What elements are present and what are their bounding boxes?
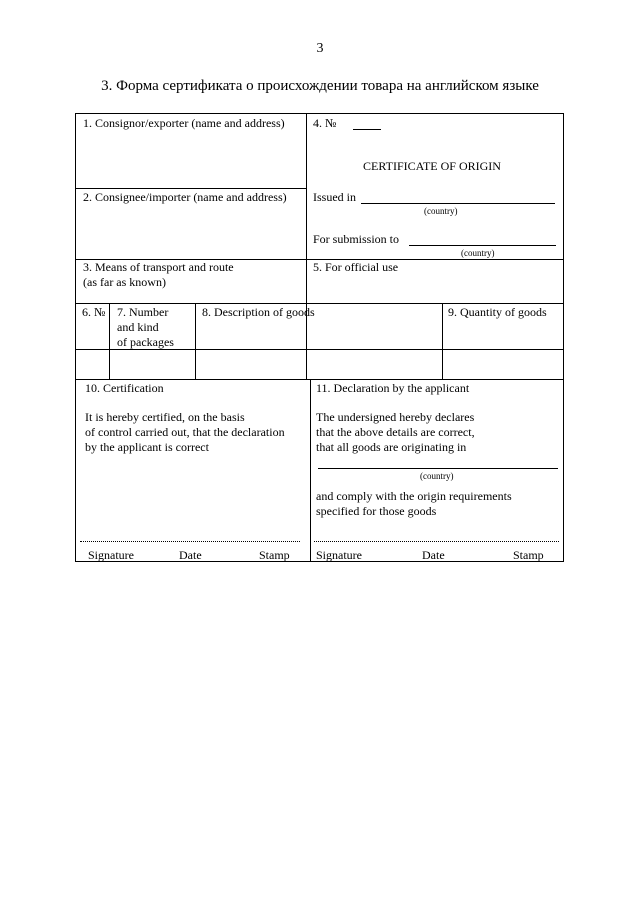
divider-col6 — [109, 303, 110, 380]
box11-stamp-label: Stamp — [513, 548, 544, 562]
page-number: 3 — [316, 41, 324, 56]
divider-col7 — [195, 303, 196, 380]
divider-bottom-vertical — [310, 379, 311, 562]
divider-goods-bottom — [76, 379, 563, 380]
box11-origin-country-field[interactable] — [318, 468, 558, 469]
box11-signature-line[interactable] — [314, 541, 559, 542]
submission-country-caption: (country) — [461, 248, 495, 258]
box5-official-use-label: 5. For official use — [313, 260, 399, 274]
box10-certification-label: 10. Certification — [85, 381, 164, 395]
box11-compliance-text: and comply with the origin requirements specified for those goods — [316, 489, 512, 518]
issued-in-country-field[interactable] — [361, 203, 555, 204]
box7-packages-label: 7. Number and kind of packages — [117, 305, 174, 349]
submission-country-field[interactable] — [409, 245, 556, 246]
box10-certification-text: It is hereby certified, on the basis of control carried out, that the declaration by the applicant is correct — [85, 410, 285, 454]
box6-item-number-label: 6. № — [82, 305, 106, 319]
divider-box1-box2 — [76, 188, 307, 189]
box11-country-caption: (country) — [420, 471, 454, 481]
divider-box3-goods — [76, 303, 563, 304]
box4-number-field[interactable] — [353, 129, 381, 130]
box11-date-label: Date — [422, 548, 445, 562]
divider-col8 — [442, 303, 443, 380]
issued-in-label: Issued in — [313, 190, 356, 204]
box4-number-label: 4. № — [313, 116, 337, 130]
box10-signature-label: Signature — [88, 548, 134, 562]
box10-stamp-label: Stamp — [259, 548, 290, 562]
certificate-form — [75, 113, 564, 562]
box1-consignor-label: 1. Consignor/exporter (name and address) — [83, 116, 285, 130]
issued-in-country-caption: (country) — [424, 206, 458, 216]
certificate-title: CERTIFICATE OF ORIGIN — [363, 159, 501, 173]
box2-consignee-label: 2. Consignee/importer (name and address) — [83, 190, 287, 204]
box8-description-label: 8. Description of goods — [202, 305, 315, 319]
box11-signature-label: Signature — [316, 548, 362, 562]
divider-top-vertical — [306, 114, 307, 379]
box9-quantity-label: 9. Quantity of goods — [448, 305, 547, 319]
box3-transport-label: 3. Means of transport and route (as far as known) — [83, 260, 234, 289]
document-heading: 3. Форма сертификата о происхождении товара на английском языке — [101, 78, 539, 94]
submission-label: For submission to — [313, 232, 400, 246]
box11-declaration-text: The undersigned hereby declares that the above details are correct, that all goods are originating in — [316, 410, 475, 454]
box10-signature-line[interactable] — [80, 541, 300, 542]
box11-declaration-label: 11. Declaration by the applicant — [316, 381, 470, 395]
box10-date-label: Date — [179, 548, 202, 562]
